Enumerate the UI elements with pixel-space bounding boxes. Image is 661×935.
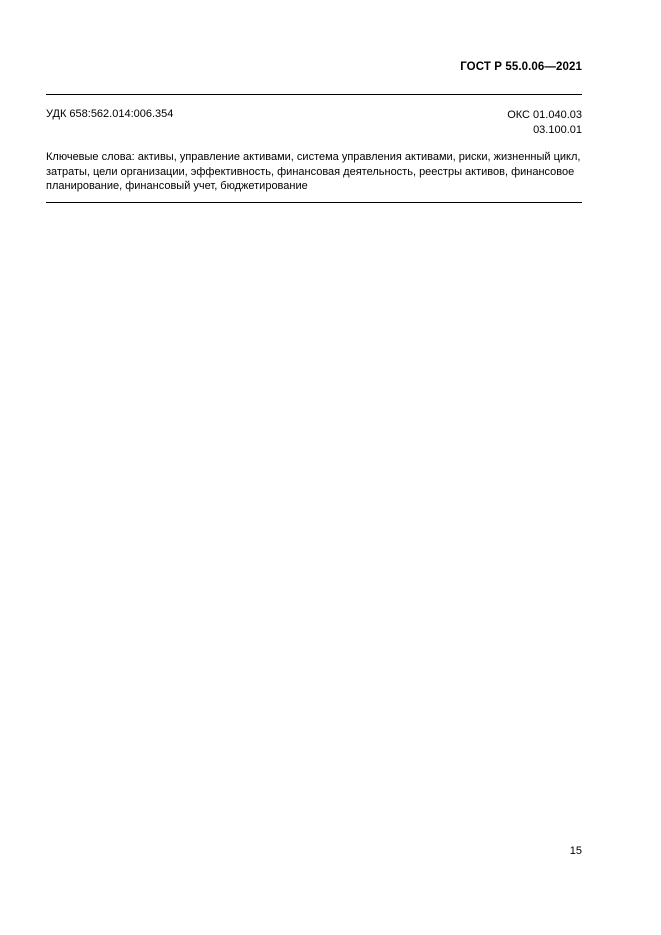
standard-code: ГОСТ Р 55.0.06—2021: [460, 61, 582, 73]
page-number: 15: [569, 845, 582, 857]
keywords-paragraph: Ключевые слова: активы, управление активами, система управления активами, риски, жизненный цикл, затраты, цели организации, эффективность, финансовая деятельность, реестры активов, финансовое планирование, финансовый учет, бюджетирование: [46, 151, 581, 192]
oks-code-line1: ОКС 01.040.03: [507, 109, 582, 121]
udk-code: УДК 658:562.014:006.354: [46, 108, 174, 120]
oks-codes: [507, 108, 582, 138]
oks-code-line2: 03.100.01: [533, 124, 582, 136]
bottom-divider: [46, 202, 582, 203]
top-divider: [46, 94, 582, 95]
